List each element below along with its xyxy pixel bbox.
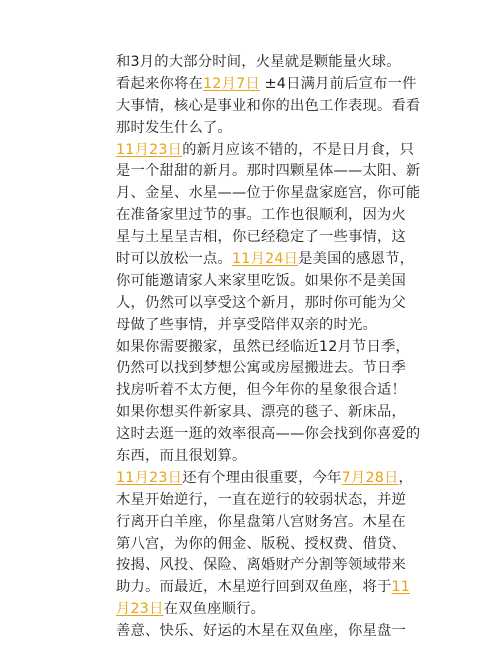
text-segment: 人，仍然可以享受这个新月，那时你可能为父: [116, 294, 406, 311]
text-segment: 东西，而且很划算。: [116, 448, 247, 465]
date-link[interactable]: 11月24日: [231, 251, 299, 268]
text-segment: 母做了些事情，并享受陪伴双亲的时光。: [116, 316, 377, 333]
text-line: [116, 183, 421, 205]
text-segment: 看起来你将在: [116, 75, 203, 92]
text-segment: 找房听着不太方便，但今年你的星象很合适！: [116, 382, 406, 399]
text-segment: 行离开白羊座，你星盘第八宫财务宫。木星在: [116, 513, 406, 530]
text-line: [116, 490, 406, 512]
text-segment: 在双鱼座顺行。: [163, 601, 266, 618]
text-line: [116, 96, 421, 118]
text-segment: 你可能邀请家人来家里吃饭。如果你不是美国: [116, 272, 406, 289]
text-segment: 是一个甜甜的新月。那时四颗星体——太阳、新: [116, 163, 421, 180]
text-segment: 助力。而最近，木星逆行回到双鱼座，将于: [116, 579, 392, 596]
text-segment: 大事情，核心是事业和你的出色工作表现。看看: [116, 97, 421, 114]
text-segment: 按揭、风投、保险、离婚财产分割等领域带来: [116, 557, 406, 574]
date-link[interactable]: 月23日: [116, 601, 164, 618]
text-segment: 那时发生什么了。: [116, 119, 232, 136]
text-line: [116, 512, 406, 534]
text-segment: 木星开始逆行，一直在逆行的较弱状态，并逆: [116, 491, 406, 508]
text-line: [116, 161, 421, 183]
text-segment: 如果你想买件新家具、漂亮的毯子、新床品，: [116, 404, 406, 421]
text-line: [116, 424, 421, 446]
text-segment: 在准备家里过节的事。工作也很顺利，因为火: [116, 207, 406, 224]
text-segment: 还有个理由很重要，今年: [182, 469, 342, 486]
text-segment: 时可以放松一点。: [116, 251, 232, 268]
text-line: [116, 337, 411, 359]
text-segment: 星与土星呈吉相，你已经稳定了一些事情，这: [116, 229, 406, 246]
text-segment: 善意、快乐、好运的木星在双鱼座，你星盘一: [116, 623, 406, 640]
text-line: [116, 227, 406, 249]
text-segment: ，: [398, 469, 414, 486]
text-line: [116, 293, 406, 315]
text-line: [116, 249, 415, 271]
text-line: [116, 358, 406, 380]
text-segment: 仍然可以找到梦想公寓或房屋搬进去。节日季: [116, 360, 406, 377]
text-line: [116, 118, 392, 140]
article-body: [116, 52, 421, 643]
text-line: [116, 380, 406, 402]
date-link[interactable]: 11: [391, 579, 411, 596]
text-line: [116, 140, 415, 162]
text-line: [116, 74, 417, 96]
text-segment: 月、金星、水星——位于你星盘家庭宫，你可能: [116, 185, 421, 202]
date-link[interactable]: 12月7日: [202, 75, 260, 92]
date-link[interactable]: 11月23日: [116, 141, 183, 158]
text-segment: ±4日满月前后宣布一件: [259, 75, 417, 92]
date-link[interactable]: 7月28日: [341, 469, 399, 486]
text-line: [116, 271, 406, 293]
text-line: [116, 315, 392, 337]
text-line: [116, 621, 406, 643]
text-segment: 的新月应该不错的，不是日月食，只: [182, 141, 415, 158]
text-segment: 和3月的大部分时间，火星就是颗能量火球。: [116, 54, 401, 70]
text-segment: 如果你需要搬家，虽然已经临近12月节日季，: [116, 338, 411, 355]
date-link[interactable]: 11月23日: [116, 469, 183, 486]
text-line: [116, 577, 411, 599]
text-line: [116, 52, 401, 74]
text-line: [116, 402, 406, 424]
text-line: [116, 205, 406, 227]
text-line: [116, 555, 406, 577]
text-segment: 这时去逛一逛的效率很高——你会找到你喜爱的: [116, 426, 421, 443]
text-line: [116, 446, 392, 468]
text-segment: 第八宫，为你的佣金、版税、授权费、借贷、: [116, 535, 406, 552]
text-segment: 是美国的感恩节，: [298, 251, 415, 268]
text-line: [116, 468, 414, 490]
text-line: [116, 534, 406, 556]
text-line: [116, 599, 392, 621]
